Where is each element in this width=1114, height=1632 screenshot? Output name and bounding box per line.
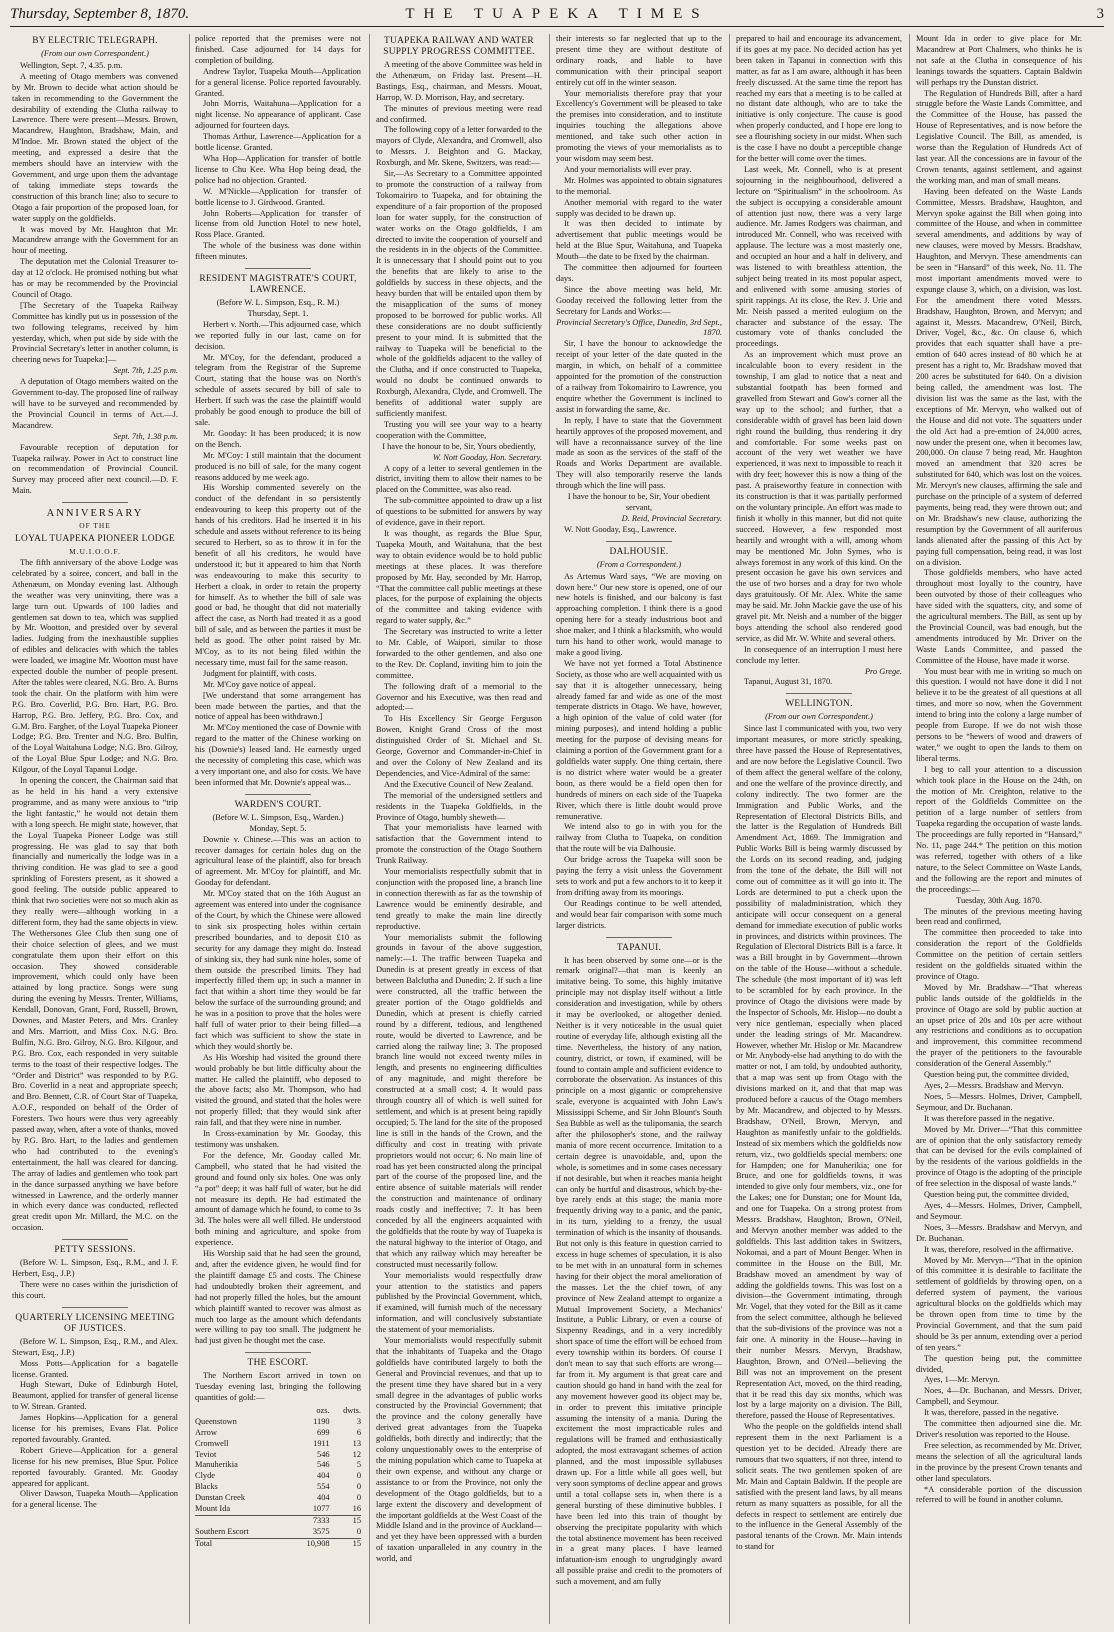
paragraph: Downie v. Chinese.—This was an action to recover damages for certain holes dug on the agricultural lease of the plaintiff, also for breach of agreement. Mr. M'Coy for plaintiff, and Mr. Gooday for defendant.: [195, 834, 361, 888]
byline: (From our own Correspondent.): [41, 49, 149, 58]
paragraph: their interests so far neglected that up to the present time they are without destitute of ordinary roads, and liable to have communication with their principal seaport entirely cut off in the winter season.: [556, 34, 722, 87]
paragraph: The Secretary was instructed to write a letter to Mr. Cable, of Waipori, similar to those forwarded to the other gentlemen, and also one to the Rev. Dr. Copland, inviting him to join the committee.: [376, 627, 542, 680]
heading-line: OF THE: [79, 521, 111, 531]
table-cell: 6: [356, 1427, 361, 1437]
table-row: [195, 1450, 361, 1461]
table-cell: 404: [317, 1493, 330, 1503]
column-rule: [369, 34, 370, 1624]
paragraph: His Worship said that he had seen the ground, and, after the evidence given, he would find for the plaintiff damage £5 and costs. The Chinese had undoubtedly broken their agreement, and had not properly filled the holes, but the amount which plaintiff wanted to recover was almost as much too large as the amount which defendants were willing to pay too small. The judgment he had just given he thought met the case.: [195, 1249, 361, 1346]
paragraph: To His Excellency Sir George Ferguson Bowen, Knight Grand Cross of the most distinguished Order of St. Michael and St. George, Governor and Commander-in-Chief in and over the Colony of New Zealand and its Dependencies, and Vice-Admiral of the same:: [376, 714, 542, 778]
paragraph: The committee then adjourned sine die. Mr. Driver's resolution was reported to the House.: [916, 1419, 1082, 1439]
paragraph: It was therefore passed in the negative.: [924, 1113, 1055, 1123]
table-cell: [195, 1516, 289, 1527]
paragraph: His Worship commented severely on the conduct of the defendant in so persistently endeavouring to keep this property out of the hands of his creditors. Had he inserted it in his schedule and assets without reference to its being secured to Herbert, so as to throw it in for the benefit of all his creditors, he would have understood it; but it appeared to him that North was endeavouring to make this security to Herbert a cloak, in order to retain the property for himself. As to whether the bill of sale was good or bad, he thought that did not materially affect the case, as North had treated it as a good bill of sale, and as between the parties it must be held as good. The other point raised by Mr. M'Coy, as to its not being filed within the necessary time, must fail for the same reason.: [195, 483, 361, 667]
paragraph: Mr. M'Coy, for the defendant, produced a telegram from the Registrar of the Supreme Court, stating that the house was on North's schedule of assets secured by bill of sale to Herbert. If such was the case the plaintiff would probably be good enough to produce the bill of sale.: [195, 352, 361, 427]
divider: [606, 937, 672, 938]
paragraph: James Hopkins—Application for a general license for his premises, Evans Flat. Police reported favourably. Granted.: [12, 1413, 178, 1444]
paragraph: Noes, 4—Dr. Buchanan, and Messrs. Driver, Campbell, and Seymour.: [916, 1386, 1082, 1407]
footnote: *A considerable portion of the discussion referred to will be found in another column.: [916, 1484, 1082, 1505]
paragraph: The deputation met the Colonial Treasurer to-day at 12 o'clock. He promised nothing but what has or may be recommended by the Provincial Council of Otago.: [12, 257, 178, 299]
paragraph: We intend also to go in with you for the railway from Clutha to Tuapeka, on condition that the route will be via Dalhousie.: [556, 822, 722, 854]
paragraph: John Morris, Waitahuna—Application for a night license. No appearance of applicant. Case adjourned for fourteen days.: [195, 99, 361, 131]
table-cell: 1077: [312, 1504, 330, 1514]
paragraph: (Before W. L. Simpson, Esq., R. M.): [216, 298, 340, 308]
heading-railway-committee: TUAPEKA RAILWAY AND WATER SUPPLY PROGRESS COMMITTEE.: [383, 36, 535, 57]
table-row: [195, 1460, 361, 1471]
paragraph: Your memorialists respectfully submit that in conjunction with the proposed line, a branch line in connection therewith as far as the township of Lawrence would be eminently desirable, and tend greatly to make the main line directly reproductive.: [376, 867, 542, 931]
paragraph: The memorial of the undersigned settlers and residents in the Tuapeka Goldfields, in the Province of Otago, humbly sheweth—: [376, 790, 542, 822]
paragraph: Favourable reception of deputation for Tuapeka railway. Power in Act to construct line on recommendation of Provincial Council. Survey may proceed after next council.—D. F. Main.: [12, 442, 178, 496]
paragraph: In reply, I have to state that the Government heartily approves of the proposed movement, and will have a reconnaissance survey of the line made as soon as the services of the staff of the Roads and Works Department are available. They will also temporarily reserve the lands through which the line will pass.: [556, 415, 722, 491]
paragraph: Your memorialists therefore pray that your Excellency's Government will be pleased to take the premises into consideration, and to institute inquiries touching the allegations above mentioned, and take such other action in promoting the views of your memorialists as to your wisdom may seem best.: [556, 88, 722, 163]
paragraph: The whole of the business was done within fifteen minutes.: [195, 241, 361, 262]
paragraph: Since last I communicated with you, two very important measures, or more strictly speaking, three have passed the House of Representatives, and are now before the Legislative Council. Two of them affect the general welfare of the colony, and one the welfare of the province directly, and colony indirectly. The two former are the Immigration and Public Works, and the Representation of Electoral Districts Bills, and the latter is the Regulation of Hundreds Bill Amendment Act, 1869. The Immigration and Public Works Bill is being warmly discussed by the Lords on its second reading, and, judging from the tone of the debate, the Bill will not come out of committee as it will go into it. The Lords are determined to put a check upon the possibility of maladministration, which they anticipate will occur consequent on a general demand for immediate execution of public works in provinces, and districts within provinces. The Regulation of Electoral Districts Bill is a farce. It was a Bill brought in by Government—thrown on the table of the House—without a schedule. The schedule (the most important of it) was left to be scrambled for by each province. In the province of Otago the divisions were made by the Inspector of Schools, Mr. Hislop—no doubt a very nice gentleman, especially when placed under the leading strings of Mr. Macandrew. However, whether Mr. Hislop or Mr. Macandrew or Mr. Anybody-else had anything to do with the matter or not, I am told, by undoubted authority, that a map was sent up from Otago with the divisions marked on it, and that that map was produced before a caucus of the Otago members by Mr. Macandrew, and objected to by Messrs. Bradshaw, O'Neil, Brown, Mervyn, and Haughton as manifestly unfair to the goldfields. Instead of six members which the goldfields now return, viz., two goldfields special members: one for Hampden; one for Manuherikia; one for Bruce, and one for goldfields towns, it was intended to give only four members, viz., one for the Lakes; one for Dunstan; one for Mount Ida, and one for Tuapeka. On a strong protest from Messrs. Bradshaw, Haughton, Brown, O'Neil, and Mervyn another member was added to the goldfields. This last addition takes in Switzers, Nokomai, and a part of Mount Benger. When in committee in the House on the Bill, Mr. Bradshaw moved an amendment by way of adding the goldfields towns. This was lost on a division—the Government intimating, through Mr. Vogel, that they voted for the Bill as it came from the select committee, although he believed that the sub-divisions of the province was not a fair one. A minority in the House—having in their number Messrs. Mervyn, Bradshaw, Haughton, Brown, and O'Neil—believing the Bill was not an improvement on the present Representation Act, moved, on the third reading, that it be read this day six months, which was lost by a large majority on a division. The Bill, therefore, passed the House of Representatives.: [736, 724, 902, 1421]
paragraph: Free selection, as recommended by Mr. Driver, means the selection of all the agricultural lands in the province by the present Crown tenants and other land speculators.: [916, 1440, 1082, 1483]
letter-signature: W. Nott Gooday, Hon. Secretary.: [432, 452, 542, 462]
paragraph: Last week, Mr. Connell, who is at present sojourning in the neighbourhood, delivered a lecture on “Spiritualism” in the schoolroom. As the subject is occupying a considerable amount of attention just now, there was a very large audience. Mr. James Rodgers was chairman, and introduced Mr. Connell, who was received with applause. The lecture was a most masterly one, and occupied an hour and a half in delivery, and was listened to with breathless attention, the subject being treated in its most popular aspect, and enlivened with some amusing stories of spirit rappings. At its close, the Rev. J. Urie and Mr. Neish passed a merited eulogium on the character and substance of the essay. The customary vote of thanks concluded the proceedings.: [736, 164, 902, 349]
table-cell: Blacks: [195, 1482, 218, 1492]
heading-escort: THE ESCORT.: [247, 1358, 309, 1369]
table-cell: 0: [356, 1471, 361, 1481]
column-5: [736, 34, 902, 1624]
paragraph: Robert Grieve—Application for a general license for his new premises, Blue Spur. Police reported favourably. Granted. Mr. Gooday appeared for applicant.: [12, 1445, 178, 1488]
paragraph: And the Executive Council of New Zealand.: [384, 779, 534, 789]
table-cell: 3575: [312, 1526, 330, 1536]
table-cell: Queenstown: [195, 1416, 237, 1426]
paragraph: It has been observed by some one—or is the remark original?—that man is keenly an imitative being. To some, this highly imitative principle may not display itself without a little consideration and investigation, while by others it may be overlooked, or altogether denied. Neither is it very noticeable in the usual quiet routine of everyday life, although existing all the time. Nevertheless, the history of any nation, country, district, or town, if examined, will be found to contain ample and sufficient evidence to corroborate the observation. As instances of this principle on a most gigantic or comprehensive scale, everyone is acquainted with John Law's Mississippi Scheme, and Sir John Blount's South Sea Bubble as well as the tulipomania, the search after the philosopher's stone, and the railway mania of more recent occurrence. Imitation to a certain degree is unavoidable, and, upon the whole, is sometimes and in some cases necessary if not desirable, but when it reaches mania height can only be hurtful and disastrous, which by-the-bye rarely ends at this stage; the mania more frequently driving way to a panic, and the panic, in its turn, yielding to a frenzy, the usual termination of which is the insanity of thousands. But not only is this feature in question carried to excess in huge schemes of speculation, it is also to be met with in an unnatural form in schemes having for their object the moral amelioration of the masses. Let the the chief town, of any province of New Zealand attempt to organize a Mutual Improvement Society, a Mechanics' Institute, a Public Library, or even a course of Sixpenny Readings, and in a very incredibly short space of time the effort will be echoed from every township within its borders. Of course I don't mean to say that such efforts are wrong—far from it. My argument is that great care and caution should go hand in hand with the zeal for any movement however good its object may be, in order to prevent this imitative principle assuming the intensity of a mania. During the excitement the most impracticable rules and regulations will be framed and enthusiastically adopted, the most extravagant schemes of action planned, and the most impossible syllabuses drawn up. For a little while all goes well, but very soon symptoms of decline appear and grows until a total collapse sets in, when there is a general bursting of these diminutive bubbles. I have been led into this train of thought by observing the precipitate popularity with which the total abstinence movement has been received in a great many places. I have learned infatuation-ism enough to ungrudgingly award all possible praise and credit to the promoters of such a movement, and am fully: [556, 955, 722, 1587]
table-cell: 16: [352, 1504, 361, 1514]
paragraph: Mr. M'Coy gave notice of appeal.: [203, 679, 316, 689]
paragraph: Mount Ida in order to give place for Mr. Macandrew at Port Chalmers, who thinks he is not safe at the Clutha in consequence of his leanings towards the squatters. Captain Baldwin will perhaps try the Dunstan district.: [916, 34, 1082, 87]
table-cell: 546: [317, 1449, 330, 1459]
paragraph: Who the people on the goldfields intend shall represent them in the next Parliament is a question yet to be decided. Already there are rumours that two squatters, if not three, intend to solicit seats. The two gentlemen spoken of are Mr. Main and Captain Baldwin. If the people are satisfied with the present land laws, by all means return as many squatters as possible, for all the defects in respect to settlement are entirely due to the influence in the General Assembly of the pastoral tenants of the Crown. Mr. Main intends to stand for: [736, 1422, 902, 1552]
paragraph: It was moved by Mr. Haughton that Mr. Macandrew arrange with the Government for an hour of meeting.: [12, 224, 178, 256]
paragraph: A meeting of Otago members was convened by Mr. Brown to decide what action should be taken in recommending to the Government the desirability of extending the Clutha railway to Lawrence. There were present—Messrs. Brown, Macandrew, Haughton, Bradshaw, Main, and M'Indoe. Mr. Brown stated the object of the meeting, and expressed a desire that the members should have an interview with the Government, and urge upon them the advantage of taking immediate steps towards the construction of this branch line; also to secure to Otago a fair proportion of the proposed loan, for water supply on the goldfields.: [12, 71, 178, 223]
paragraph: It was thought, as regards the Blue Spur, Tuapeka Mouth, and Waitahuna, that the best way to obtain evidence would be to hold public meetings at these places. It was therefore proposed by Mr. Hay, seconded by Mr. Harrop, “That the committee call public meetings at these places, for the purpose of explaining the objects of the committee and taking evidence with regard to water supply, &c.”: [376, 528, 542, 626]
paragraph: Sir, I have the honour to acknowledge the receipt of your letter of the date quoted in the margin, in which, on behalf of a committee appointed for the promotion of the construction of a railway from Tokomairiro to Lawrence, you enquire whether the Government is inclined to assist in forwarding the same, &c.: [556, 339, 722, 414]
paragraph: Ayes, 1—Mr. Mervyn.: [924, 1375, 1000, 1385]
paragraph: As His Worship had visited the ground there would probably be but little difficulty about the matter. He called the plaintiff, who deposed to the above facts; also Mr. Thompson, who had visited the ground, and stated that the holes were not properly filled; that they would sink after rain fall, and that they were nine in number.: [195, 1052, 361, 1128]
paragraph: For the defence, Mr. Gooday called Mr. Campbell, who stated that he had visited the ground and found only six holes. One was only “a pot” deep; it was half full of water, but he did not measure its depth. He had estimated the amount of damage which he found, to come to 3s 3d. The holes were all well filled. He understood both mining and agriculture, and spoke from experience.: [195, 1150, 361, 1248]
paragraph: The minutes of previous meeting were read and confirmed.: [376, 103, 542, 124]
table-cell: ozs.: [316, 1405, 330, 1415]
paragraph: Herbert v. North.—This adjourned case, which we reported fully in our last, came on for decision.: [195, 319, 361, 351]
table-cell: 15: [330, 1538, 361, 1549]
paragraph: Moved by Mr. Bradshaw—“That whereas public lands outside of the goldfields in the province of Otago are sold by public auction at an upset price of 20s and 10s per acre without any restrictions and conditions as to occupation and improvement, this committee recommend the prayer of the petitioners to the favourable consideration of the General Assembly.”: [916, 982, 1082, 1069]
table-cell: 5: [356, 1460, 361, 1470]
table-cell: 404: [317, 1471, 330, 1481]
paragraph: And your memorialists will ever pray.: [564, 164, 692, 174]
table-cell: 10,908: [289, 1538, 329, 1549]
letter-signature: D. Reid, Provincial Secretary.: [621, 513, 722, 523]
table-row: [195, 1428, 361, 1439]
paragraph: Oliver Dawson, Tuapeka Mouth—Application for a general license. The: [12, 1489, 178, 1510]
paragraph: Moss Potts—Application for a bagatelle license. Granted.: [12, 1358, 178, 1379]
paragraph: I beg to call your attention to a discussion which took place in the House on the 24th, on the motion of Mr. Creighton, relative to the report of the Goldfields Committee on the petition of a large number of settlers from Tuapeka regarding the occupation of waste lands. The proceedings are fully reported in “Hansard,” No. 11, page 244.* The petition on this motion was referred, together with others of a like nature, to the Select Committee on Waste Lands, and the following are the report and minutes of the proceedings:—: [916, 764, 1082, 894]
letter-signature: Pro Grege.: [864, 666, 902, 676]
table-cell: 546: [317, 1460, 330, 1470]
paragraph: It was then decided to intimate by advertisement that public meetings would be held at the Blue Spur, Waitahuna, and Tuapeka Mouth—the date to be fixed by the chairman.: [556, 219, 722, 262]
table-row: [195, 1471, 361, 1482]
paragraph: The fifth anniversary of the above Lodge was celebrated by a soiree, concert, and ball in the Athenæum, on Monday evening last. Although the weather was very uninviting, there was a large turn out. Upwards of 100 ladies and gentlemen sat down to tea, which was supplied by Mr. Wootton, and presided over by several ladies. Judging from the inexhaustible supplies of edibles and delicacies with which the tables were loaded, we imagine Mr. Wootton must have expected double the number of people present. After the tables were cleared, N.G. Bro. A. Burns took the chair. On the platform with him were P.G. Bro. Coverlid, P.G. Bro. Hart, P.G. Bro. Harrop, P.G. Bro. Jeffery, P.G. Bro. Cox, and G.M. Bro. Fargher, of the Loyal Tuapeka Pioneer Lodge; P.G. Bro. Trenter and N.G. Bro. Bulfin, of the Loyal Waitahuna Lodge; N.G. Bro. Gilroy, of the Loyal Blue Spur Lodge; and N.G. Bro. Kilgour, of the Loyal Tapanui Lodge.: [12, 557, 178, 775]
paragraph: You must bear with me in writing so much on this question. I would not have done it did I not believe it to be the greatest of all questions at all times, and more so now, when the Government intend to bring into the colony a large number of people from Europe. If we do not wish those persons to be “hewers of wood and drawers of water,” we ought to open the lands to them on liberal terms.: [916, 666, 1082, 763]
table-row: [195, 1527, 361, 1538]
divider: [62, 1307, 128, 1308]
paragraph: Mr. M'Coy mentioned the case of Downie with regard to the matter of the Chinese working on his (Downie's) leased land. He earnestly urged the necessity of completing this case, which was a very important one, and also for costs. We have been informed that Mr. Downie's appeal was...: [195, 723, 361, 787]
paragraph: Your memorialists would respectfully submit that the inhabitants of Tuapeka and the Otago goldfields have contributed largely to both the General and Provincial revenues, and that up to the present time they have shared but in a very small degree in the advantages of public works constructed by the Provincial Government; that the province and the colony generally have derived great advantages from the Tuapeka goldfields, both directly and indirectly; that the colony unquestionably owes to the enterprise of the mining population which came to Tuapeka at their own expense, and without any charge or assistance to or from the Province, not only the development of the Otago goldfields, but to a large extent the discovery and development of the important goldfields at the West Coast of the Middle Island and in the province of Auckland—and yet they have been oppressed with a burden of taxation unparalleled in any country in the world, and: [376, 1336, 542, 1564]
table-cell: 3: [356, 1416, 361, 1426]
paragraph: police reported that the premises were not finished. Case adjourned for 14 days for completion of building.: [195, 34, 361, 65]
paragraph: As an improvement which must prove an incalculable boon to every resident in the township, I am glad to notice that a neat and substantial footpath has been formed and gravelled from Stewart and Gow's corner all the way up to the school; and further, that a considerable width of gravel has been laid down right round the building, thus rendering it dry and comfortable. For some weeks past on account of the very wet weather we have experienced, it was next to impossible to reach it with dry feet; however this is now a thing of the past. A praiseworthy feature in connection with its construction is that it was partially performed on the voluntary principle. An effort was made to finish it wholly in this manner, but did not quite succeed. However, a few responded most heartily and wrought with a will, among whom may be mentioned Mr. John Symes, who is always foremost in any work of this kind. On the present occasion he gave his own services and the use of two horses and a dray for two whole days gratuitously. Of Mr. Alex. White the same may be said. Mr. John Mackie gave the use of his gravel pit. Mr. Neish and a number of the bigger boys attending the school also rendered good service, as did Mr. W. White and several others.: [736, 350, 902, 643]
divider: [62, 502, 128, 503]
table-cell: 13: [352, 1438, 361, 1448]
byline: (From a Correspondent.): [596, 559, 682, 569]
paragraph: Wellington, Sept. 7, 4.35. p.m.: [20, 60, 123, 70]
divider: [245, 794, 311, 795]
paragraph: Moved by Mr. Mervyn—“That in the opinion of this committee it is desirable to facilitate the settlement of goldfields by throwing open, on a deferred system of payment, the various agricultural blocks on the goldfields which may be thrown open from time to time by the Provincial Government, and that the sum paid should be 3s per annum, extending over a period of ten years.”: [916, 1255, 1082, 1352]
paragraph: [We understand that some arrangement has been made between the parties, and that the notice of appeal has been withdrawn.]: [195, 690, 361, 722]
paragraph: In opening the concert, the Chairman said that as he held in his hand a very extensive programme, and as many were anxious to “trip the light fantastic,” he would not detain them with a long speech. He might state, however, that the Loyal Tuapeka Pioneer Lodge was still progressing. He was glad to say that both financially and numerically the lodge was in a thriving condition. He was glad to see a good sprinkling of Foresters present, as it showed a good feeling. The outside public appeared to think that two societies were not so much akin as they really were—although working in a different form, they had the same objects in view. The Wethersones Glee Club then sung one of their choice selection of glees, and we must congratulate them upon their effort on this occasion. They showed considerable improvement, which could only have been attained by long practice. Songs were sung during the evening by Messrs. Trenter, Williams, Kendall, Donovan, Grant, Ford, Russell, Brown, Downes, and Master Peters, and Mrs. Cranley and Mrs. Marriott, and Miss Cox. N.G. Bro. Bulfin, N.G. Bro. Gilroy, N.G. Bro. Kilgour, and P.G. Bro. Cox, each responded in very suitable terms to the toast of their respective lodges. The “Order and District” was responded to by P.G. Bro. Coverlid in a neat and appropriate speech; and Bro. Bennett, C.R. of Court Star of Tuapeka, A.O.F., responded on behalf of the Order of Foresters. Two hours were thus very agreeably passed away, when, after a vote of thanks, moved by P.G. Bro. Hart, to the ladies and gentlemen who had contributed to the evening's entertainment, the hall was cleared for dancing. The array of ladies and gentlemen who took part in the dance surpassed anything we have before witnessed in Lawrence, and the orderly manner in which every dance was conducted, reflected great credit upon Mr. Millard, the M.C. on the occasion.: [12, 776, 178, 1233]
subtotal-row: [195, 1516, 361, 1527]
minutes-date: Tuesday, 30th Aug. 1870.: [956, 895, 1042, 905]
paragraph: As Artemus Ward says, “We are moving on down here.” Our new store is opened, one of our new hotels is finished, and our balcony is fast approaching completion. I think there is a good opening here for a steady industrious boot and shoe maker, and I think a blacksmith, who would turn his hand to other work, would manage to make a good living.: [556, 571, 722, 657]
heading-dalhousie: DALHOUSIE.: [609, 546, 669, 557]
table-row: [195, 1417, 361, 1428]
table-row: [195, 1439, 361, 1450]
paragraph: (Before W. L. Simpson, Esq., R.M., and J. F. Herbert, Esq., J.P.): [12, 1258, 178, 1279]
paragraph: Sir,—As Secretary to a Committee appointed to promote the construction of a railway from Tokomairiro to Tuapeka, and for obtaining the expenditure of a fair proportion of the proposed loan for water supply, for the construction of water works on the Otago goldfields, I am directed to invite the cooperation of yourself and the residents in in the objects of the Committee. It is unnecessary that I should point out to you the benefits that are likely to arise to the goldfields by success in these objects, and the heavy burden that will be entailed upon them by the misapplication of the sums of money proposed to be borrowed for public works. All these considerations are no doubt sufficiently present to your mind. It is submitted that the railway to Tuapeka will be beneficial to the whole of the goldfields adjacent to the valley of the Clutha, and if once constructed to Tuapeka, would no doubt be continued onwards to Roxburgh, Alexandra, Clyde, and Cromwell. The benefits of additional water supply are sufficiently manifest.: [376, 169, 542, 418]
paragraph: The Regulation of Hundreds Bill, after a hard struggle before the Waste Lands Committee, and the Committee of the House, has passed the House of Representatives, and is now before the Legislative Council. The Bill, as amended, is worse than the Regulation of Hundreds Act of last year. All the concessions are in favour of the Crown tenants, against settlement, and against the working man, and man of small means.: [916, 88, 1082, 185]
paragraph: Another memorial with regard to the water supply was decided to be drawn up.: [556, 197, 722, 218]
page-number: 3: [1096, 6, 1104, 22]
table-row: [195, 1493, 361, 1504]
heading-lodge: LOYAL TUAPEKA PIONEER LODGE: [15, 534, 175, 545]
table-cell: 0: [356, 1493, 361, 1503]
letter-address: Provincial Secretary's Office, Dunedin, 3rd Sept., 1870.: [556, 317, 722, 338]
column-6: [916, 34, 1082, 1624]
column-4: [556, 34, 722, 1624]
paragraph: W. Nott Gooday, Esq., Lawrence.: [564, 524, 677, 534]
table-cell: 12: [352, 1449, 361, 1459]
newspaper-title: THE TUAPEKA TIMES: [405, 6, 709, 22]
table-cell: 1911: [313, 1438, 330, 1448]
paragraph: The following draft of a memorial to the Governor and his Executive, was then read and adopted:—: [376, 681, 542, 713]
table-cell: Mount Ida: [195, 1504, 231, 1514]
letter-closing: I have the honour to be, Sir, Yours obediently,: [382, 441, 536, 451]
paragraph: Hugh Stewart, Duke of Edinburgh Hotel, Beaumont, applied for transfer of general license to W. Strean. Granted.: [12, 1380, 178, 1412]
paragraph: Having been defeated on the Waste Lands Committee, Messrs. Bradshaw, Haughton, and Mervyn spoke against the Bill when going into committee of the House, and when in committee several amendments, and additions by way of new clauses, were moved by Messrs. Bradshaw, Haughton, and Mervyn. These amendments can be seen in “Hansard” of this week, No. 11. The most important amendments moved were to expunge clause 3, which, on a division, was lost. For the amendment there voted Messrs. Bradshaw, Haughton, Brown, and Mervyn; and against it, Messrs. Macandrew, O'Neil, Birch, Driver, Vogel, &c., &c. On clause 6, which provides that each squatter shall have a pre-emtion of 640 acres instead of 80 which he at present has a right to, Mr. Bradshaw moved that 200 acres be substituted for 640. On a division being called, the amendment was lost. The division list was the same as the last, with the exceptions of Mr. Mervyn, who walked out of the House and did not vote. The squatters under the old Act had a pre-emtion of 24,000 acres, now under the present one, when it becomes law, 200,000. On clause 7 being read, Mr. Haughton moved an amendment that 320 acres be substituted for 640, which was lost on the voices. Mr. Mervyn's new clauses, affirming the sale and purchase on the principle of a system of deferred payments, being read, they were thrown out; and on Mr. Bradshaw's new clause, authorizing the resumption by the Government of all auriferous lands alienated after the passing of this Act by paying full compensation, being read, it was lost on a division.: [916, 186, 1082, 567]
paragraph: [The Secretary of the Tuapeka Railway Committee has kindly put us in possession of the two following telegrams, received by him yesterday, which, when put side by side with the Provincial Secretary's letter in another column, is cheering news for Tuapeka:]—: [12, 300, 178, 365]
paragraph: That your memorialists have learned with satisfaction that the Government intend to promote the construction of the Otago Southern Trunk Railway.: [376, 823, 542, 866]
heading-magistrates-court: RESIDENT MAGISTRATE'S COURT, LAWRENCE.: [199, 274, 357, 296]
gold-escort-table: [195, 1406, 361, 1550]
table-row: [195, 1504, 361, 1515]
table-cell: Clyde: [195, 1471, 216, 1481]
table-cell: Teviot: [195, 1449, 217, 1459]
paragraph: We have not yet formed a Total Abstinence Society, as those who are well acquainted with us say that it is altogether unnecessary, being already famed far and wide as one of the most temperate districts in Otago. We have, however, a high opinion of the value of cold water (for mining purposes), and intend holding a public meeting for the purpose of devising means for claiming a portion of the Government grant for a goldfields water supply. One thing certain, there is no district where water would be a greater boon, as there would be a field open then for hundreds of miners on each side of the Tuapeka River, which there is little doubt would prove remunerative.: [556, 658, 722, 821]
paragraph: It was, therefore, resolved in the affirmative.: [924, 1244, 1074, 1254]
heading-licensing-meeting: QUARTERLY LICENSING MEETING OF JUSTICES.: [15, 1312, 175, 1334]
court-date: Monday, Sept. 5.: [249, 823, 307, 833]
paragraph: Thomas Arthur, Lawrence—Application for a bottle license. Granted.: [195, 132, 361, 153]
divider: [245, 268, 311, 269]
paragraph: Your memorialists submit the following grounds in favour of the above suggestion, namely:—1. The traffic between Tuapeka and Dunedin is at present greatly in excess of that between Balclutha and Dunedin; 2. If such a line were constructed, all the traffic between the greater portion of the Otago goldfields and Dunedin, which at present is chiefly carried round by a different, tedious, and lengthened route, would be diverted to Lawrence, and be carried along the railway line; 3. The proposed branch line would not exceed twenty miles in length, and presents no engineering difficulties of any magnitude, and might therefore be constructed at a small cost; 4. It would pass through country all of which is well suited for settlement, and which is at present being rapidly occupied; 5. The land for the site of the proposed line is still in the hands of the Crown, and the difficulty and cost in treating with private proprietors would not occur; 6. No main line of road has yet been constructed along the principal part of the course of the proposed line, and the entire absence of suitable materials will render the construction and maintenance of ordinary roads costly and ineffective; 7. It has been conceded by all the engineers acquainted with the goldfields that the route by way of Tuapeka is the natural highway to the interior of Otago, and that which any railway which may hereafter be constructed must necessarily follow.: [376, 932, 542, 1269]
paragraph: A deputation of Otago members waited on the Government to-day. The proposed line of railway will have to be surveyed and recommended by the Provincial Council in terms of Act.—J. Macandrew.: [12, 377, 178, 430]
divider: [606, 541, 672, 542]
paragraph: Andrew Taylor, Tuapeka Mouth—Application for a general license. Police reported favourably. Granted.: [195, 66, 361, 98]
paragraph: The following copy of a letter forwarded to the mayors of Clyde, Alexandra, and Cromwell, also to Messrs. J. Beighton and G. Mackay, Roxburgh, and Mr. Skene, Switzers, was read:—: [376, 125, 542, 168]
paragraph: Your memorialists would respectfully draw your attention to the statistics and papers published by the Provincial Government, which, if examined, will furnish much of the necessary information, and will conclusively substantiate the statement of your memorialists.: [376, 1270, 542, 1335]
table-cell: 7333: [289, 1516, 329, 1527]
table-cell: [195, 1406, 289, 1417]
heading-petty-sessions: PETTY SESSIONS.: [54, 1245, 136, 1256]
telegram-time: Sept. 7th, 1.25 p.m.: [113, 366, 178, 376]
paragraph: Those goldfields members, who have acted throughout most loyally to the country, have been outvoted by those of their colleagues who have sided with the squatters, city, and some of the agricultural members. The Bill, as sent up by the Provincial Council, was bad enough, but the amendments introduced by Mr. Driver on the Waste Lands Committee, and passed the Committee of the House, have made it worse.: [916, 568, 1082, 665]
paragraph: Judgment for plaintiff, with costs.: [203, 668, 317, 678]
divider: [62, 1239, 128, 1240]
paragraph: prepared to hail and encourage its advancement, if its goes at my pace. No decided action has yet been taken in Tapanui in connection with this matter, as far as I am aware, although it has been freely discussed. At the same time the report has reached my ears that a meeting is to be called at no distant date although, who are to take the initiative is only conjecture. The cause is good when properly conducted, and I hope ere long to see a flourishing society in our midst. When such is the case I have no doubt a perceptible change for the better will come over the times.: [736, 34, 902, 163]
paragraph: Since the above meeting was held, Mr. Gooday received the following letter from the Secretary for Lands and Works:—: [556, 284, 722, 316]
paragraph: Moved by Mr. Driver—“That this committee are of opinion that the only satisfactory remedy that can be devised for the evils complained of by the residents of the various goldfields in the province of Otago is the adopting of the principle of free selection in the disposal of waste lands.”: [916, 1124, 1082, 1189]
table-cell: 0: [356, 1482, 361, 1492]
table-cell: 15: [330, 1516, 361, 1527]
table-cell: Arrow: [195, 1427, 217, 1437]
paragraph: (Before W. L. Simpson, Esq., R.M., and Alex. Stewart, Esq., J.P.): [12, 1336, 178, 1357]
column-2: [195, 34, 361, 1624]
paragraph: The question being put, the committee divided,: [916, 1353, 1082, 1374]
table-cell: Total: [195, 1538, 289, 1549]
table-cell: 699: [317, 1427, 330, 1437]
heading-anniversary: ANNIVERSARY: [46, 508, 144, 520]
paragraph: Mr. Gooday: It has been produced; it is now on the Bench.: [195, 428, 361, 449]
table-cell: 1190: [313, 1416, 330, 1426]
heading-wellington: WELLINGTON.: [785, 699, 853, 710]
paragraph: Noes, 3—Messrs. Bradshaw and Mervyn, and Dr. Buchanan.: [916, 1222, 1082, 1243]
paragraph: W. M'Nickle—Application for transfer of bottle license to J. Girdwood. Granted.: [195, 186, 361, 207]
table-cell: Dunstan Creek: [195, 1493, 246, 1503]
paragraph: In Cross-examination by Mr. Gooday, this testimony was unshaken.: [195, 1129, 361, 1149]
paragraph: There were no cases within the jurisdiction of this court.: [12, 1279, 178, 1300]
column-rule: [909, 34, 910, 1624]
paragraph: Question being put, the committee divided,: [924, 1190, 1069, 1200]
paragraph: Ayes, 4—Messrs. Holmes, Driver, Campbell, and Seymour.: [916, 1200, 1082, 1221]
paragraph: Mr. Holmes was appointed to obtain signatures to the memorial.: [556, 175, 722, 196]
paragraph: The Northern Escort arrived in town on Tuesday evening last, bringing the following quantities of gold:—: [195, 1371, 361, 1403]
heading-line: M.U.I.O.O.F.: [69, 547, 121, 557]
heading-wardens-court: WARDEN'S COURT.: [234, 799, 322, 810]
byline: (From our own Correspondent.): [765, 712, 873, 722]
paragraph: The committee then proceeded to take into consideration the report of the Goldfields Committee on the petition of certain settlers resident on the goldfields situated within the province of Otago.: [916, 928, 1082, 981]
column-3: [376, 34, 542, 1624]
paragraph: Trusting you will see your way to a hearty cooperation with the Committee,: [376, 419, 542, 440]
paragraph: (Before W. L. Simpson, Esq., Warden.): [212, 812, 344, 822]
paragraph: The sub-committee appointed to draw up a list of questions to be submitted for answers by way of evidence, gave in their report.: [376, 496, 542, 528]
telegram-time: Sept. 7th, 1.38 p.m.: [113, 431, 178, 441]
heading-tapanui: TAPANUI.: [616, 942, 662, 953]
paragraph: A copy of a letter to several gentlemen in the district, inviting them to allow their names to be placed on the Committee, was also read.: [376, 463, 542, 495]
column-rule: [189, 34, 190, 1624]
table-cell: 0: [356, 1526, 361, 1536]
court-date: Thursday, Sept. 1.: [247, 308, 309, 318]
table-cell: Southern Escort: [195, 1526, 249, 1536]
paragraph: Wha Hop—Application for transfer of bottle license to Chu Kee. Wha Hop being dead, the police had no objection. Granted.: [195, 153, 361, 185]
paragraph: Ayes, 2—Messrs. Bradshaw and Mervyn.: [924, 1081, 1064, 1090]
column-rule: [729, 34, 730, 1624]
paragraph: In consequence of an interruption I must here conclude my letter.: [736, 644, 902, 665]
masthead: [10, 6, 1104, 27]
table-row: [195, 1482, 361, 1493]
letter-closing: I have the honour to be, Sir, Your obedient servant,: [567, 492, 711, 512]
paragraph: A meeting of the above Committee was held in the Athenæum, on Friday last. Present—H. Bastings, Esq., chairman, and Messrs. Mouat, Harrop, W. D. Morrison, Hay, and secretary.: [376, 60, 542, 102]
column-1: [12, 34, 178, 1624]
divider: [786, 693, 852, 694]
paragraph: Question being put, the committee divided,: [924, 1070, 1069, 1080]
table-cell: Cromwell: [195, 1438, 229, 1448]
table-cell: Manuherikia: [195, 1460, 238, 1470]
paragraph: It was, therefore, passed in the negative.: [924, 1408, 1059, 1418]
divider: [245, 1352, 311, 1353]
issue-date: Thursday, September 8, 1870.: [10, 6, 190, 22]
table-cell: 554: [317, 1482, 330, 1492]
paragraph: John Roberts—Application for transfer of license from old Junction Hotel to new hotel, Ross Place. Granted.: [195, 208, 361, 240]
column-rule: [549, 34, 550, 1624]
paragraph: Noes, 5—Messrs. Holmes, Driver, Campbell, Seymour, and Dr. Buchanan.: [916, 1091, 1082, 1112]
paragraph: Tapanui, August 31, 1870.: [744, 677, 833, 687]
paragraph: Mr. M'Coy stated that on the 16th August an agreement was entered into under the cognisance of the Court, by which the Chinese were allowed to sink six prospecting holes within certain prescribed boundaries, and to deposit £10 as security for any damage they might do. Instead of sinking six, they had sunk nine holes, some of them outside the prescribed limits. They had imperfectly filled them up; in such a manner in fact that within a short time they would be far below the surface of the surrounding ground; and he was in a position to prove that the holes were half full of water prior to their being filled—a fact which was sufficient to show the state in which they would shortly be.: [195, 889, 361, 1051]
total-row: [195, 1538, 361, 1549]
paragraph: The minutes of the previous meeting having been read and confirmed,: [916, 906, 1082, 927]
table-cell: dwts.: [343, 1405, 361, 1415]
heading-electric-telegraph: BY ELECTRIC TELEGRAPH.: [32, 36, 158, 46]
paragraph: Our Readings continue to be well attended, and would bear fair comparison with some much larger districts.: [556, 898, 722, 930]
paragraph: The committee then adjourned for fourteen days.: [556, 263, 722, 283]
paragraph: Mr. M'Coy: I still maintain that the document produced is no bill of sale, for the many cogent reasons adduced by me week ago.: [195, 450, 361, 482]
table-header-row: [195, 1406, 361, 1417]
paragraph: Our bridge across the Tuapeka will soon be paying the ferry a visit unless the Government sets to work and put a few anchors to it to keep it from drifting away from its moorings.: [556, 855, 722, 897]
